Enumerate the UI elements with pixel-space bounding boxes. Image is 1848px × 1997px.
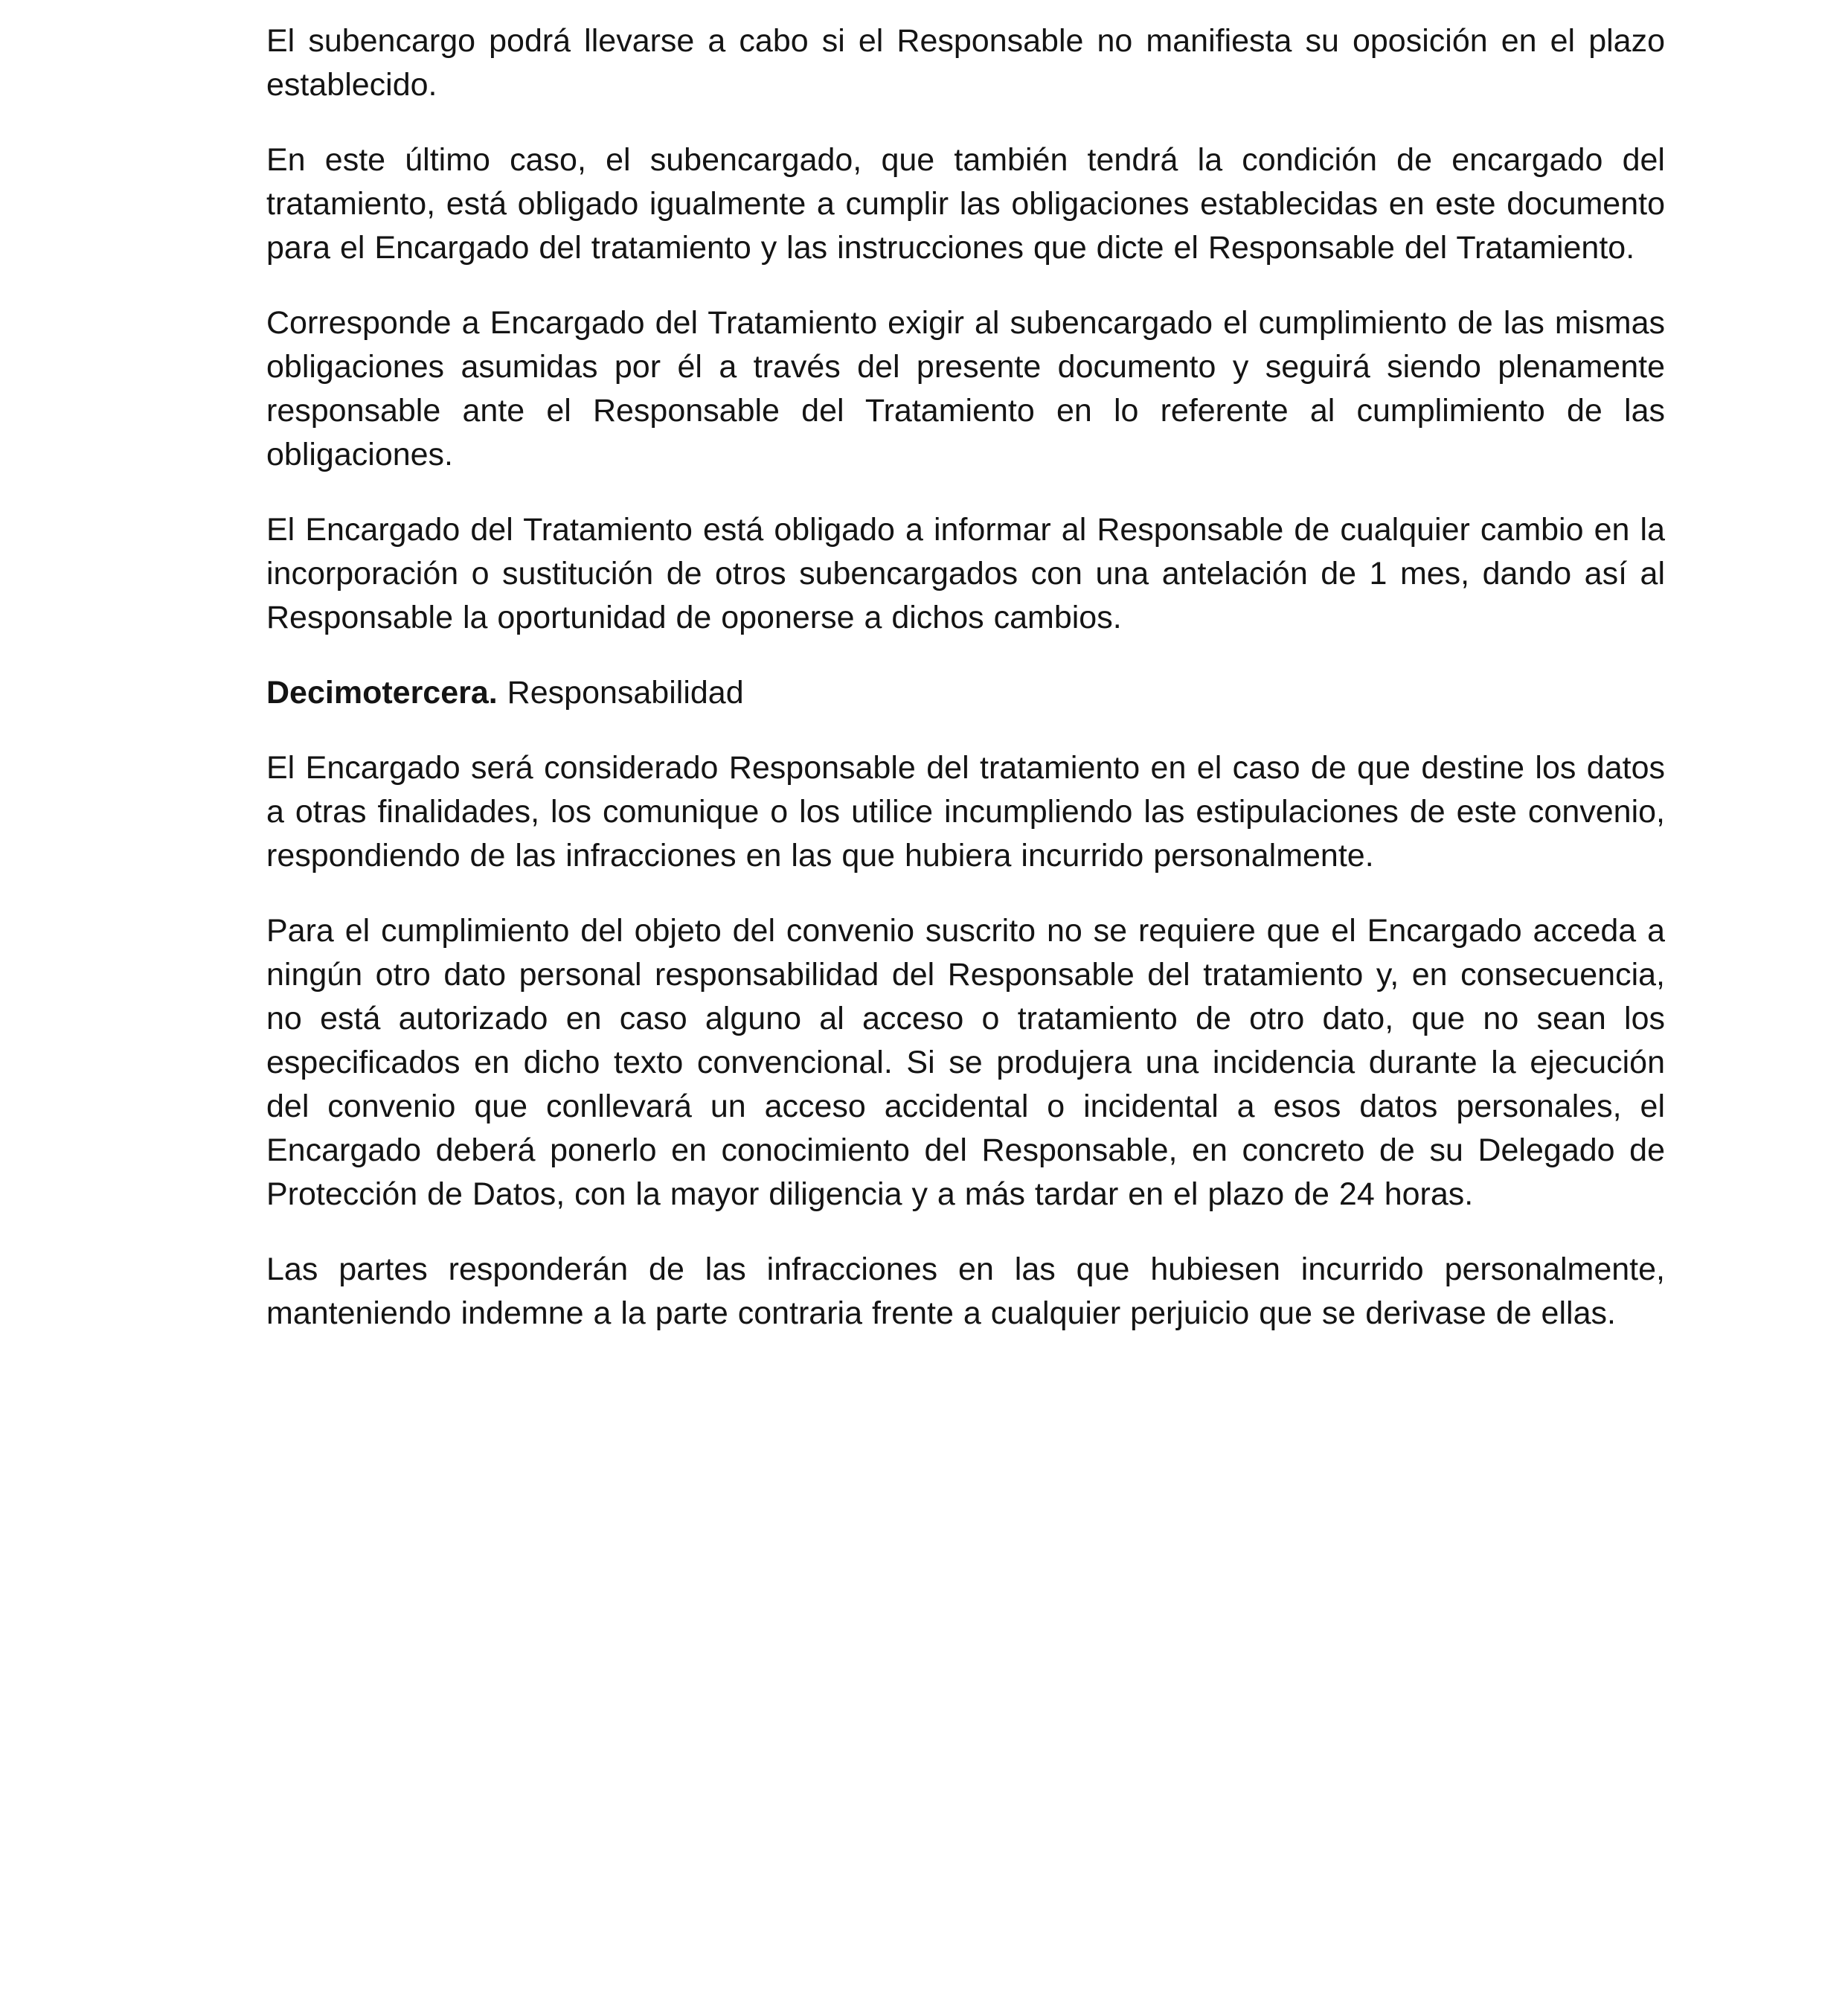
paragraph-partes-responderan: Las partes responderán de las infracciones en las que hubiesen incurrido personalmente, manteniendo indemne a la parte contraria frente a cualquier perjuicio que se derivase de ellas. xyxy=(266,1251,1665,1331)
clause-heading xyxy=(266,671,1665,715)
paragraph-subencargado-obligaciones: En este último caso, el subencargado, que también tendrá la condición de encargado del tratamiento, está obligado igualmente a cumplir las obligaciones establecidas en este documento para el Encargado del tratamiento y las instrucciones que dicte el Responsable del Tratamiento. xyxy=(266,142,1665,266)
clause-number: Decimotercera. xyxy=(266,675,498,711)
paragraph-encargado-responsable: El Encargado será considerado Responsable del tratamiento en el caso de que destine los datos a otras finalidades, los comunique o los utilice incumpliendo las estipulaciones de este convenio, respondiendo de las infracciones en las que hubiera incurrido personalmente. xyxy=(266,750,1665,874)
paragraph-cumplimiento-objeto: Para el cumplimiento del objeto del convenio suscrito no se requiere que el Encargado acceda a ningún otro dato personal responsabilidad del Responsable del tratamiento y, en consecuencia, no está autorizado en caso alguno al acceso o tratamiento de otro dato, que no sean los especificados en dicho texto convencional. Si se produjera una incidencia durante la ejecución del convenio que conllevará un acceso accidental o incidental a esos datos personales, el Encargado deberá ponerlo en conocimiento del Responsable, en concreto de su Delegado de Protección de Datos, con la mayor diligencia y a más tardar en el plazo de 24 horas. xyxy=(266,913,1665,1212)
paragraph-subencargo-plazo: El subencargo podrá llevarse a cabo si el Responsable no manifiesta su oposición en el plazo establecido. xyxy=(266,23,1665,103)
paragraph-informar-cambios: El Encargado del Tratamiento está obligado a informar al Responsable de cualquier cambio en la incorporación o sustitución de otros subencargados con una antelación de 1 mes, dando así al Responsable la oportunidad de oponerse a dichos cambios. xyxy=(266,512,1665,635)
clause-title: Responsabilidad xyxy=(497,675,744,711)
paragraph-corresponde-encargado: Corresponde a Encargado del Tratamiento exigir al subencargado el cumplimiento de las mismas obligaciones asumidas por él a través del presente documento y seguirá siendo plenamente responsable ante el Responsable del Tratamiento en lo referente al cumplimiento de las obligaciones. xyxy=(266,305,1665,472)
